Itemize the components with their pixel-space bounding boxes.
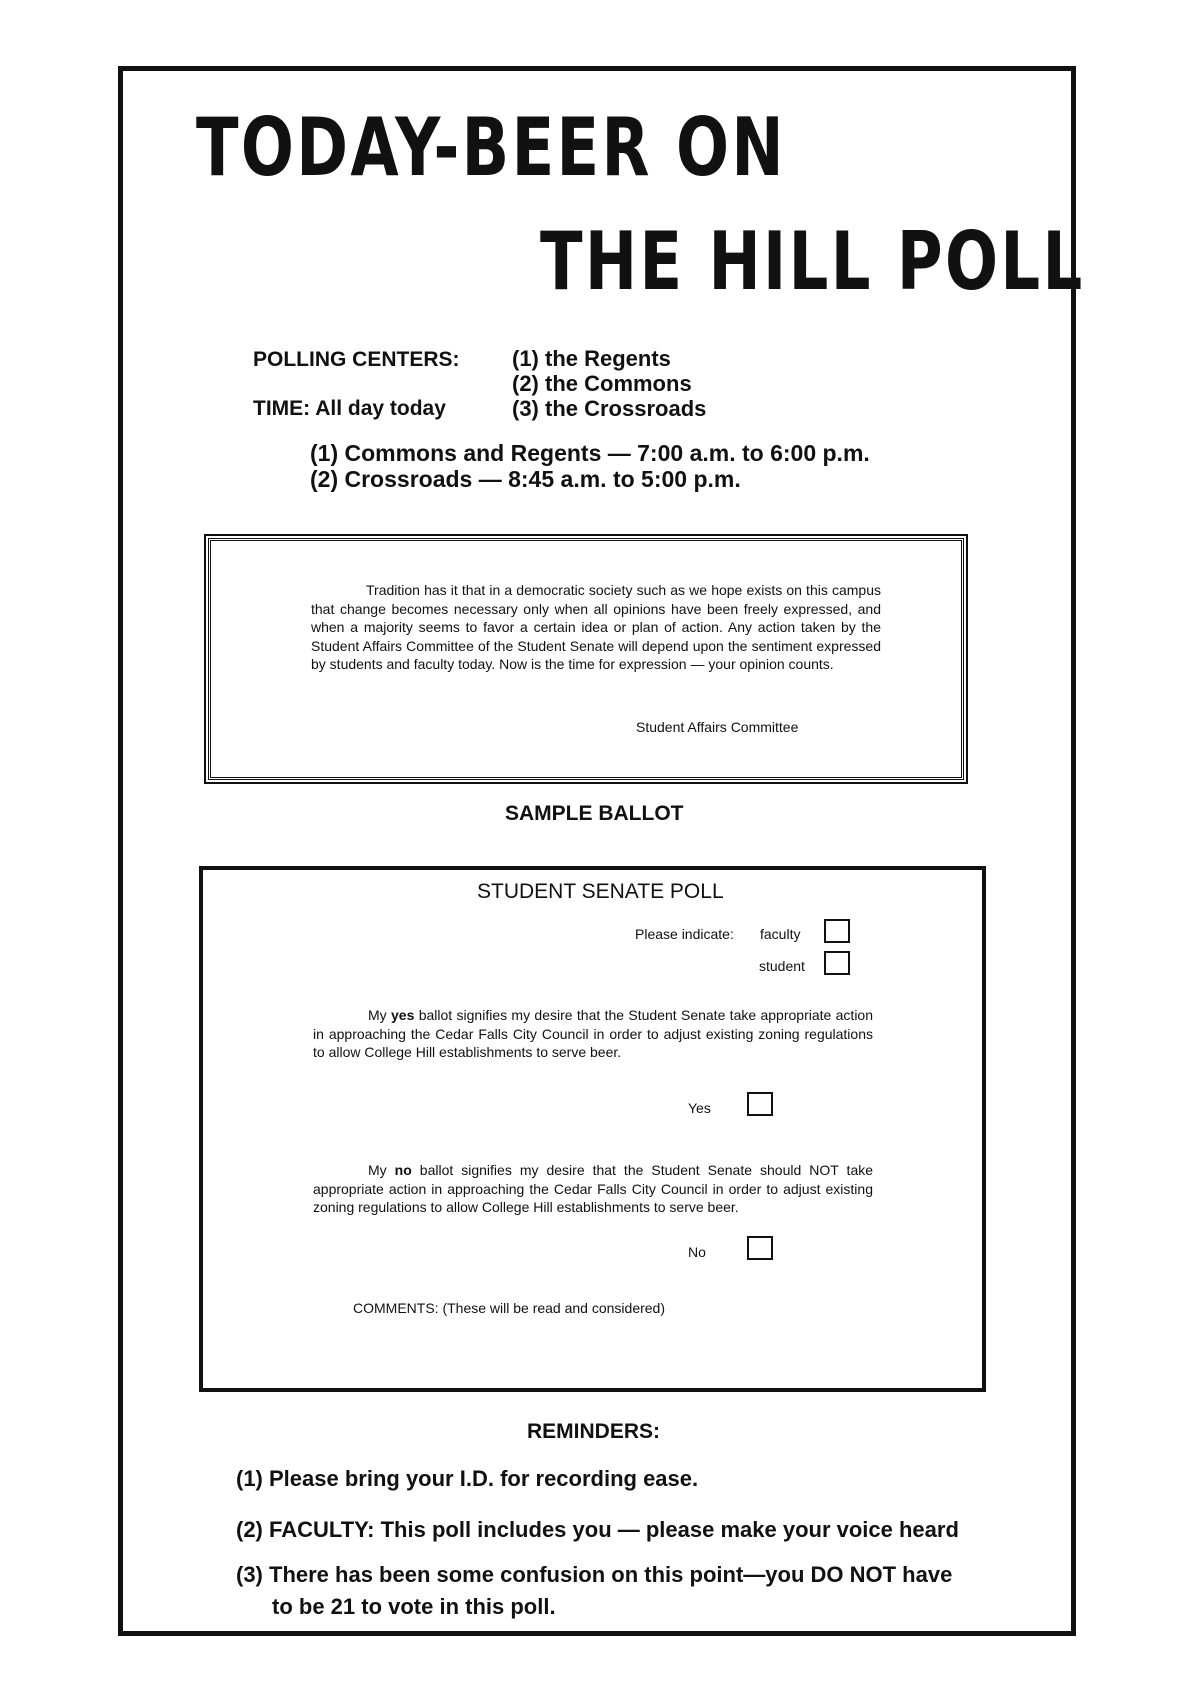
hours-list [310, 440, 870, 492]
polling-centers-list [512, 346, 706, 421]
hours-item: (1) Commons and Regents — 7:00 a.m. to 6:00 p.m. [310, 440, 870, 466]
headline-line-2: THE HILL POLL [540, 215, 1085, 308]
no-text: ballot signifies my desire that the Student Senate should NOT take appropriate action in approaching the Cedar Falls City Council in order to adjust existing zoning regulations to allow College Hill establishments to serve beer. [313, 1162, 874, 1215]
yes-paragraph [313, 1006, 873, 1062]
reminder-item-3: (3) There has been some confusion on this point—you DO NOT have [236, 1562, 953, 1587]
yes-checkbox[interactable] [747, 1092, 773, 1116]
polling-centers-label: POLLING CENTERS: [253, 348, 460, 371]
yes-label: Yes [688, 1100, 711, 1116]
no-intro: My [368, 1162, 387, 1178]
yes-text: ballot signifies my desire that the Student Senate take appropriate action in approaching the Cedar Falls City Council in order to adjust existing zoning regulations to allow College Hill establishments to serve beer. [313, 1007, 874, 1060]
comments-label: COMMENTS: (These will be read and considered) [353, 1300, 666, 1316]
ballot-title: STUDENT SENATE POLL [477, 880, 724, 903]
yes-intro: My [368, 1007, 387, 1023]
headline-line-1: TODAY-BEER ON [196, 101, 786, 194]
student-checkbox[interactable] [824, 951, 850, 975]
yes-word: yes [391, 1007, 415, 1023]
center-item: (2) the Commons [512, 371, 692, 396]
notice-text: Tradition has it that in a democratic society such as we hope exists on this campus that change becomes necessary only when all opinions have been freely expressed, and when a majority seems to favor a certain idea or plan of action. Any action taken by the Student Affairs Committee of the Student Senate will depend upon the sentiment expressed by students and faculty today. Now is the time for expression — your opinion counts. [311, 582, 881, 672]
student-label: student [759, 958, 805, 974]
sample-ballot [199, 866, 986, 1392]
notice-box [208, 538, 964, 780]
faculty-checkbox[interactable] [824, 919, 850, 943]
reminder-item-2: (2) FACULTY: This poll includes you — please make your voice heard [236, 1517, 959, 1542]
no-checkbox[interactable] [747, 1236, 773, 1260]
reminder-item-1: (1) Please bring your I.D. for recording ease. [236, 1466, 699, 1491]
time-label: TIME: All day today [253, 397, 446, 420]
indicate-label: Please indicate: [635, 926, 734, 942]
center-item: (1) the Regents [512, 346, 671, 371]
faculty-label: faculty [760, 926, 801, 942]
center-item: (3) the Crossroads [512, 396, 707, 421]
notice-signature: Student Affairs Committee [636, 719, 799, 735]
hours-item: (2) Crossroads — 8:45 a.m. to 5:00 p.m. [310, 466, 741, 492]
reminder-item-3-continued: to be 21 to vote in this poll. [272, 1594, 556, 1619]
reminders-heading: REMINDERS: [527, 1420, 661, 1443]
no-paragraph [313, 1161, 873, 1217]
no-label: No [688, 1244, 706, 1260]
no-word: no [394, 1162, 412, 1178]
sample-ballot-heading: SAMPLE BALLOT [505, 802, 684, 825]
